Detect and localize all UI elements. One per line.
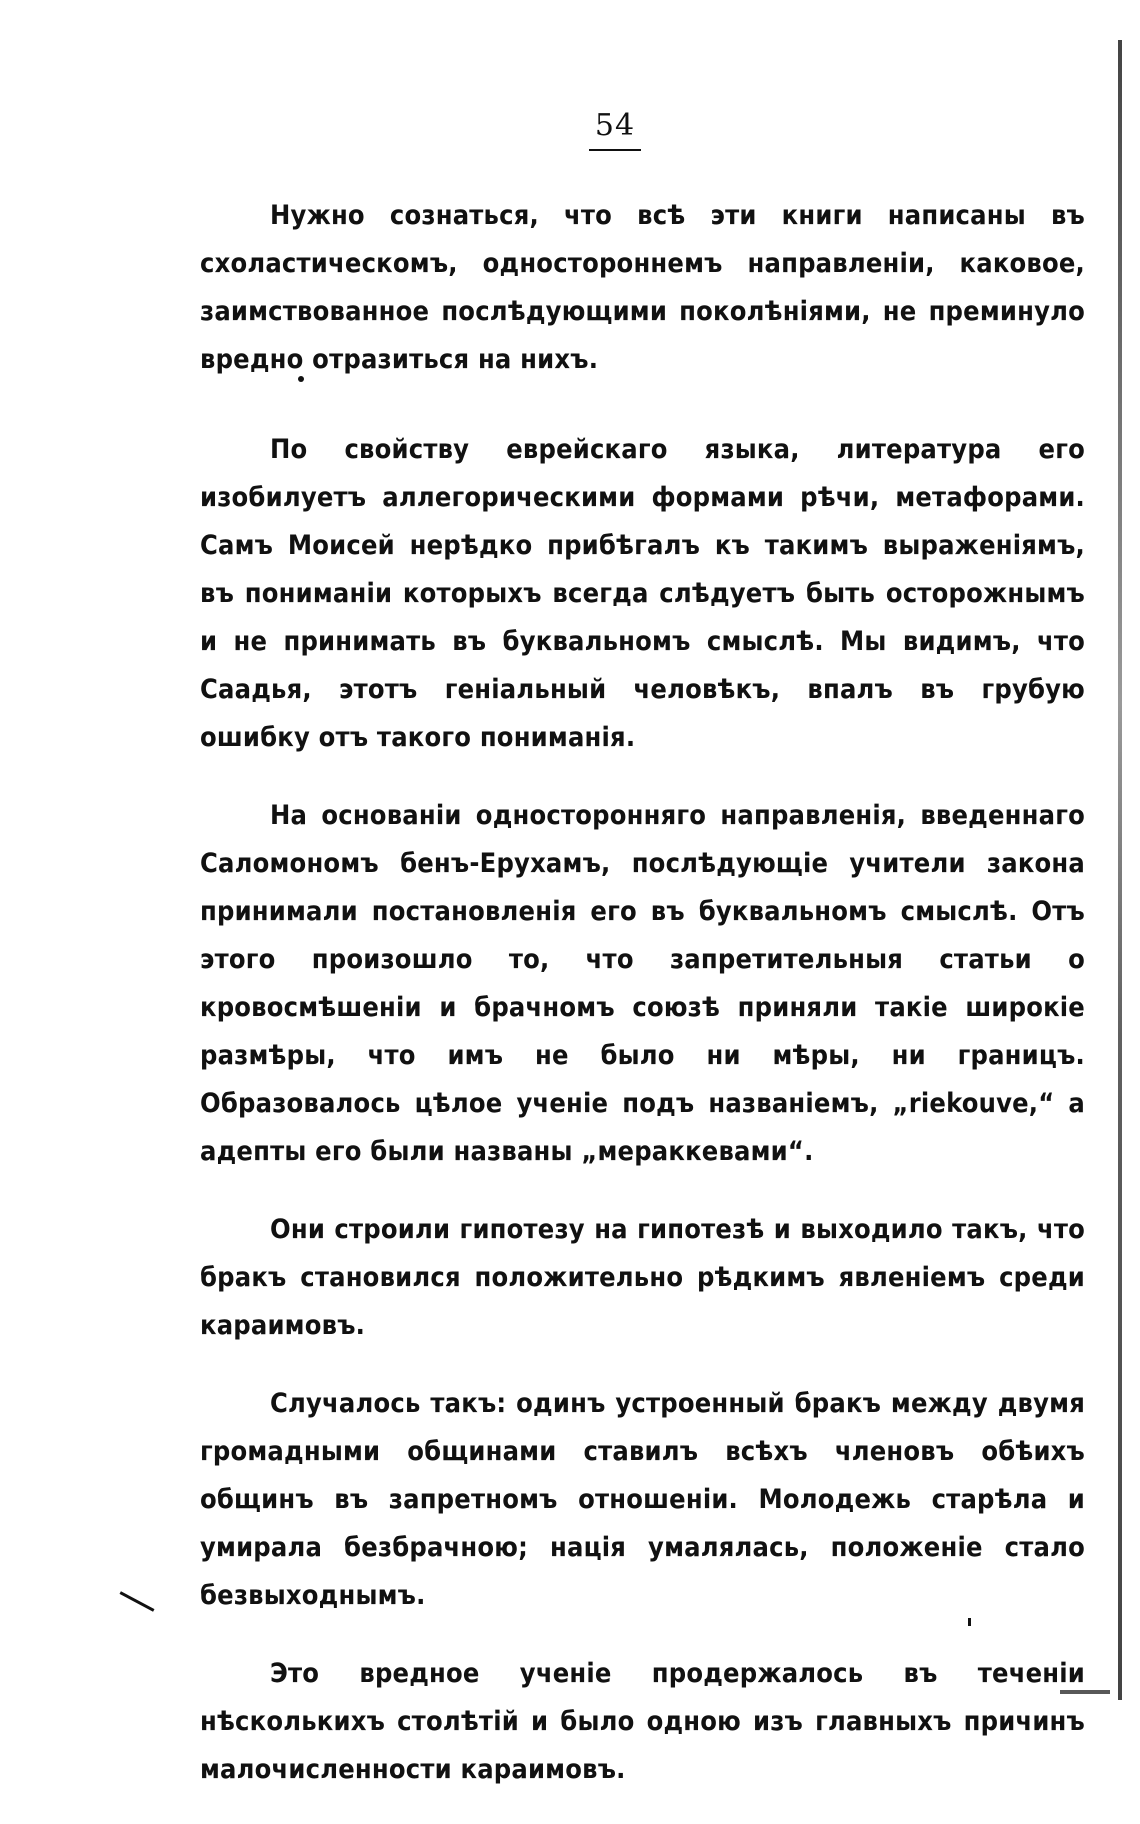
scan-speck <box>1060 1690 1110 1694</box>
paragraph-3: На основаніи односторонняго направленія, введеннаго Саломономъ бенъ-Ерухамъ, послѣдующіе учители закона принимали постановленія его въ буквальномъ смыслѣ. Отъ этого произошло то, что запретительныя статьи о кровосмѣшеніи и брачномъ союзѣ приняли такіе широкіе размѣры, что имъ не было ни мѣры, ни границъ. Образовалось цѣлое ученіе подъ названіемъ, „riekouve,“ а адепты его были названы „мераккевами“. <box>200 800 1085 1167</box>
paragraph-1: Нужно сознаться, что всѣ эти книги написаны въ схоластическомъ, одностороннемъ направленіи, каковое, заимствованное послѣдующими поколѣніями, не преминуло вредно отразиться на нихъ. <box>200 200 1085 375</box>
paragraph-5: Случалось такъ: одинъ устроенный бракъ между двумя громадными общинами ставилъ всѣхъ членовъ обѣихъ общинъ въ запретномъ отношеніи. Молодежь старѣла и умирала безбрачною; нація умалялась, положеніе стало безвыходнымъ. <box>200 1388 1085 1611</box>
page-body <box>200 192 1085 1824</box>
page-number-text: 54 <box>589 108 641 151</box>
paragraph-2: По свойству еврейскаго языка, литература его изобилуетъ аллегорическими формами рѣчи, метафорами. Самъ Моисей нерѣдко прибѣгалъ къ такимъ выраженіямъ, въ пониманіи которыхъ всегда слѣдуетъ быть осторожнымъ и не принимать въ буквальномъ смыслѣ. Мы видимъ, что Саадья, этотъ геніальный человѣкъ, впалъ въ грубую ошибку отъ такого пониманія. <box>200 434 1085 753</box>
scan-speck <box>968 1618 971 1626</box>
paragraph-4: Они строили гипотезу на гипотезѣ и выходило такъ, что бракъ становился положительно рѣдкимъ явленіемъ среди караимовъ. <box>200 1214 1085 1341</box>
scan-speck <box>298 376 304 382</box>
paragraph-6: Это вредное ученіе продержалось въ теченіи нѣсколькихъ столѣтій и было одною изъ главныхъ причинъ малочисленности караимовъ. <box>200 1658 1085 1785</box>
scan-speck <box>120 1591 155 1611</box>
page-number <box>0 108 1140 151</box>
page-binding-edge <box>1118 40 1122 1700</box>
